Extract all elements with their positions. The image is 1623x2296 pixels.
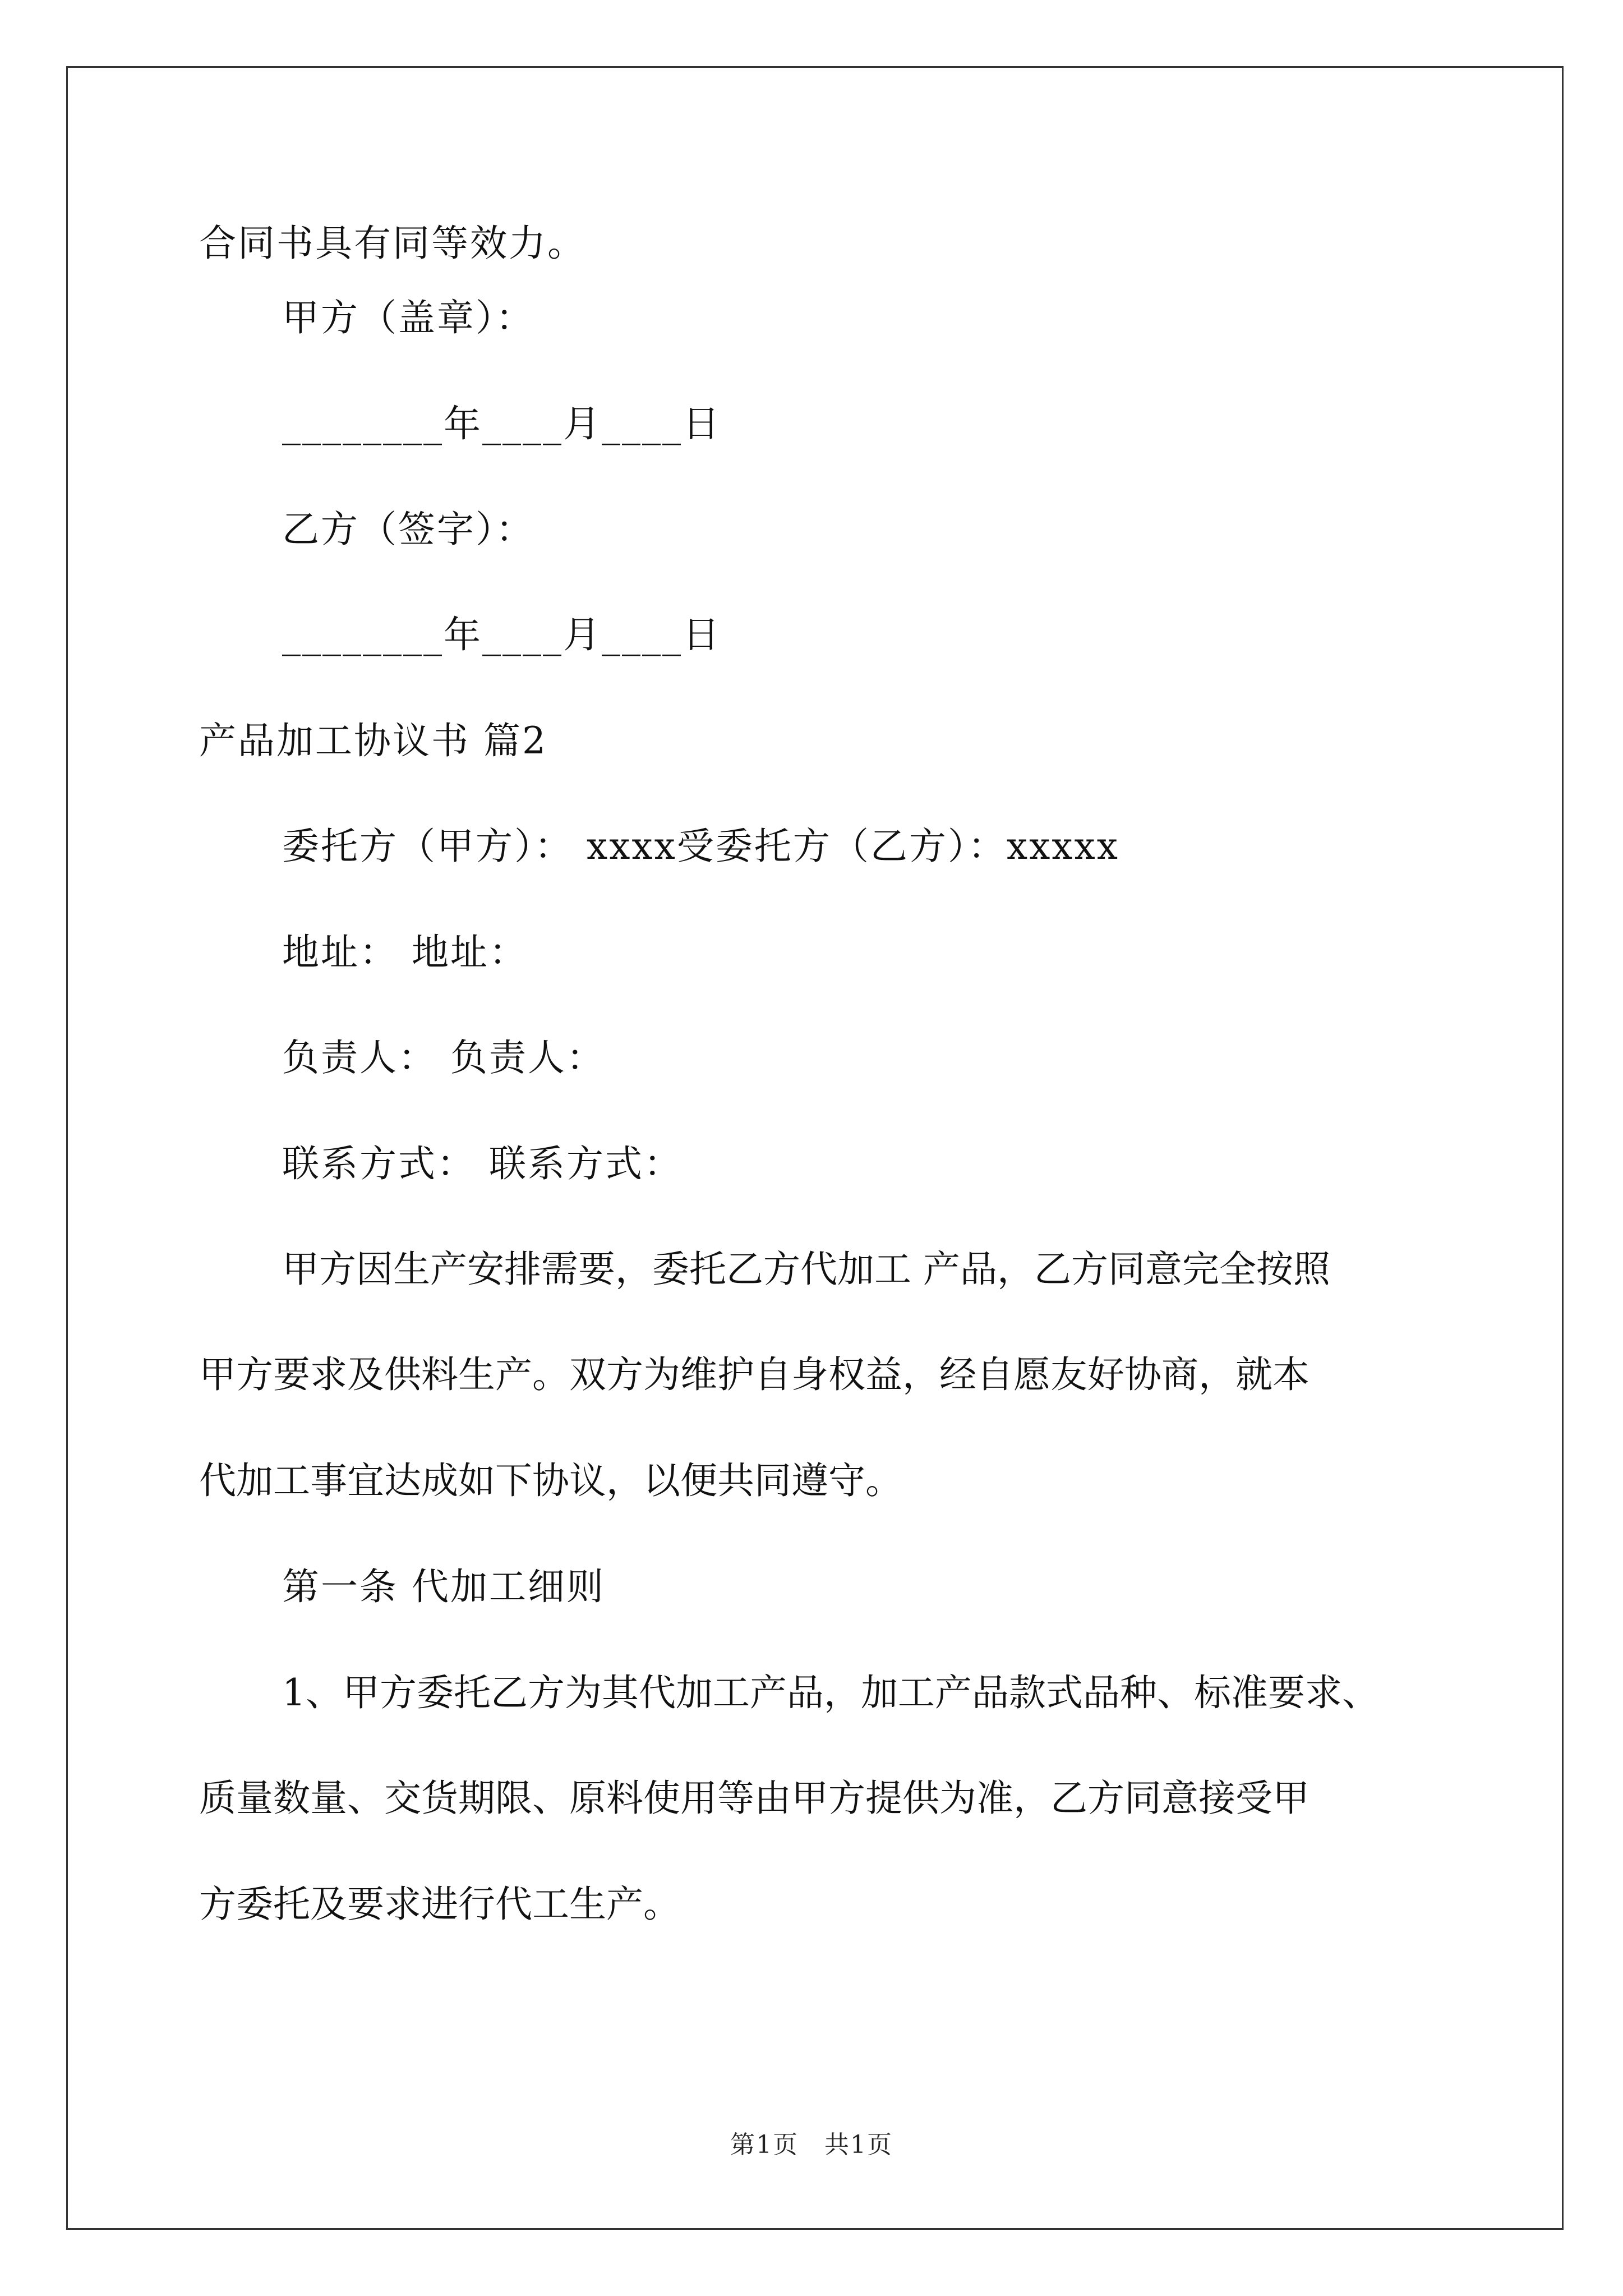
section-title: 产品加工协议书 篇2 xyxy=(199,719,547,762)
party-a-seal-label: 甲方（盖章）： xyxy=(282,296,534,339)
party-b-date-line: ________年____月____日 xyxy=(282,613,721,656)
paragraph-line: 甲方因生产安排需要，委托乙方代加工 产品，乙方同意完全按照 xyxy=(282,1248,1330,1291)
page-number: 第1页 共1页 xyxy=(730,2131,893,2159)
article-title: 第一条 代加工细则 xyxy=(282,1565,605,1608)
contact-line: 联系方式： 联系方式： xyxy=(282,1142,683,1185)
paragraph-line: 质量数量、交货期限、原料使用等由甲方提供为准，乙方同意接受甲 xyxy=(199,1777,1310,1820)
client-line: 委托方（甲方）： xxxx受委托方（乙方）：xxxxx xyxy=(282,825,1119,868)
responsible-line: 负责人： 负责人： xyxy=(282,1036,605,1079)
address-line: 地址： 地址： xyxy=(282,931,528,974)
paragraph-line: 代加工事宜达成如下协议，以便共同遵守。 xyxy=(199,1459,902,1502)
text-line: 合同书具有同等效力。 xyxy=(199,222,586,265)
party-a-date-line: ________年____月____日 xyxy=(282,402,721,445)
paragraph-line: 1、甲方委托乙方为其代加工产品，加工产品款式品种、标准要求、 xyxy=(282,1671,1379,1714)
paragraph-line: 方委托及要求进行代工生产。 xyxy=(199,1883,680,1926)
party-b-sign-label: 乙方（签字）： xyxy=(282,508,534,551)
paragraph-line: 甲方要求及供料生产。双方为维护自身权益，经自愿友好协商，就本 xyxy=(199,1353,1310,1396)
